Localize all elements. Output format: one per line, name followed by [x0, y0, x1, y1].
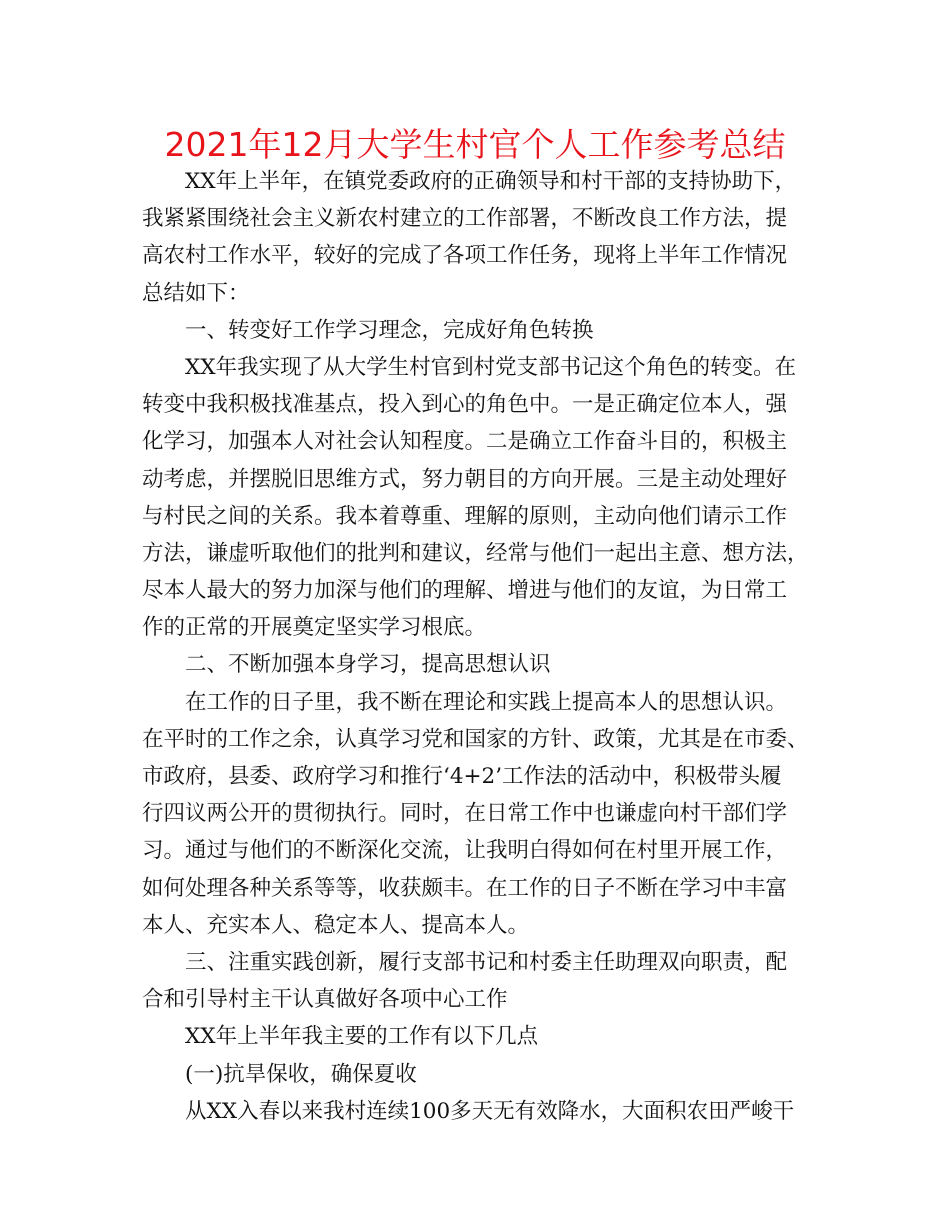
body-line: 本人、充实本人、稳定本人、提高本人。	[142, 912, 530, 938]
body-line: 如何处理各种关系等等，收获颇丰。在工作的日子不断在学习中丰富	[142, 875, 788, 901]
body-line: 市政府，县委、政府学习和推行‘4+2’工作法的活动中，积极带头履	[142, 764, 782, 789]
document-body	[142, 163, 814, 1130]
section-heading-continued: 合和引导村主干认真做好各项中心工作	[142, 987, 508, 1013]
body-line: 化学习，加强本人对社会认知程度。二是确立工作奋斗目的，积极主	[142, 429, 788, 455]
body-line: 在工作的日子里，我不断在理论和实践上提高本人的思想认识。	[185, 689, 788, 715]
document-title: 2021年12月大学生村官个人工作参考总结	[164, 125, 786, 164]
body-line: 转变中我积极找准基点，投入到心的角色中。一是正确定位本人，强	[142, 392, 788, 418]
body-line: XX年上半年我主要的工作有以下几点	[185, 1024, 539, 1050]
section-heading: 一、转变好工作学习理念，完成好角色转换	[185, 317, 594, 343]
body-line: 动考虑，并摆脱旧思维方式，努力朝目的方向开展。三是主动处理好	[142, 466, 788, 492]
body-line: 在平时的工作之余，认真学习党和国家的方针、政策，尤其是在市委、	[142, 726, 809, 752]
body-line: 尽本人最大的努力加深与他们的理解、增进与他们的友谊，为日常工	[142, 578, 788, 604]
body-line: 行四议两公开的贯彻执行。同时，在日常工作中也谦虚向村干部们学	[142, 801, 788, 827]
section-heading: 三、注重实践创新，履行支部书记和村委主任助理双向职责，配	[185, 949, 788, 975]
body-line: 总结如下：	[142, 280, 250, 306]
body-line: 从XX入春以来我村连续100多天无有效降水，大面积农田严峻干	[185, 1098, 795, 1124]
body-line: 习。通过与他们的不断深化交流，让我明白得如何在村里开展工作，	[142, 838, 788, 864]
subsection-heading: (一)抗旱保收，确保夏收	[185, 1061, 417, 1087]
body-line: 与村民之间的关系。我本着尊重、理解的原则，主动向他们请示工作	[142, 503, 788, 529]
body-line: 方法，谦虚听取他们的批判和建议，经常与他们一起出主意、想方法，	[142, 540, 809, 566]
body-line: 我紧紧围绕社会主义新农村建立的工作部署，不断改良工作方法，提	[142, 206, 788, 232]
section-heading: 二、不断加强本身学习，提高思想认识	[185, 652, 551, 678]
body-line: XX年上半年，在镇党委政府的正确领导和村干部的支持协助下，	[185, 169, 797, 194]
body-line: XX年我实现了从大学生村官到村党支部书记这个角色的转变。在	[185, 354, 797, 380]
body-line: 高农村工作水平，较好的完成了各项工作任务，现将上半年工作情况	[142, 243, 788, 269]
body-line: 作的正常的开展奠定坚实学习根底。	[142, 615, 487, 641]
